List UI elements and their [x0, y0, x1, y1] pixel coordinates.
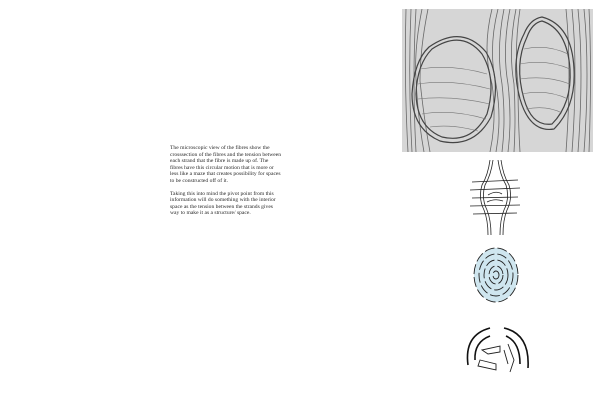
- spiral-sketch: [470, 243, 520, 309]
- microscopic-fibre-image: [402, 9, 593, 152]
- paragraph-pivot-point: Taking this into mind the pivot point from this information will do something with the interior space as the tension between the strands gives way to make it as a structure/ space.: [170, 190, 276, 217]
- maze-sketch-graphic: [460, 320, 535, 378]
- fibre-sketch-graphic: [470, 160, 520, 235]
- body-text: [170, 145, 282, 223]
- fibre-sketch: [470, 160, 520, 235]
- paragraph-fibre-description: The microscopic view of the fibres show the crosssection of the fibres and the tension between each strand that the fibre is made up of. The fibres have this circular motion that is more or less like a maze that creates possibility for spaces to be constructed off of it.: [170, 145, 282, 184]
- spiral-sketch-graphic: [470, 243, 520, 309]
- fibre-photo-graphic: [402, 9, 593, 152]
- maze-sketch: [460, 320, 535, 378]
